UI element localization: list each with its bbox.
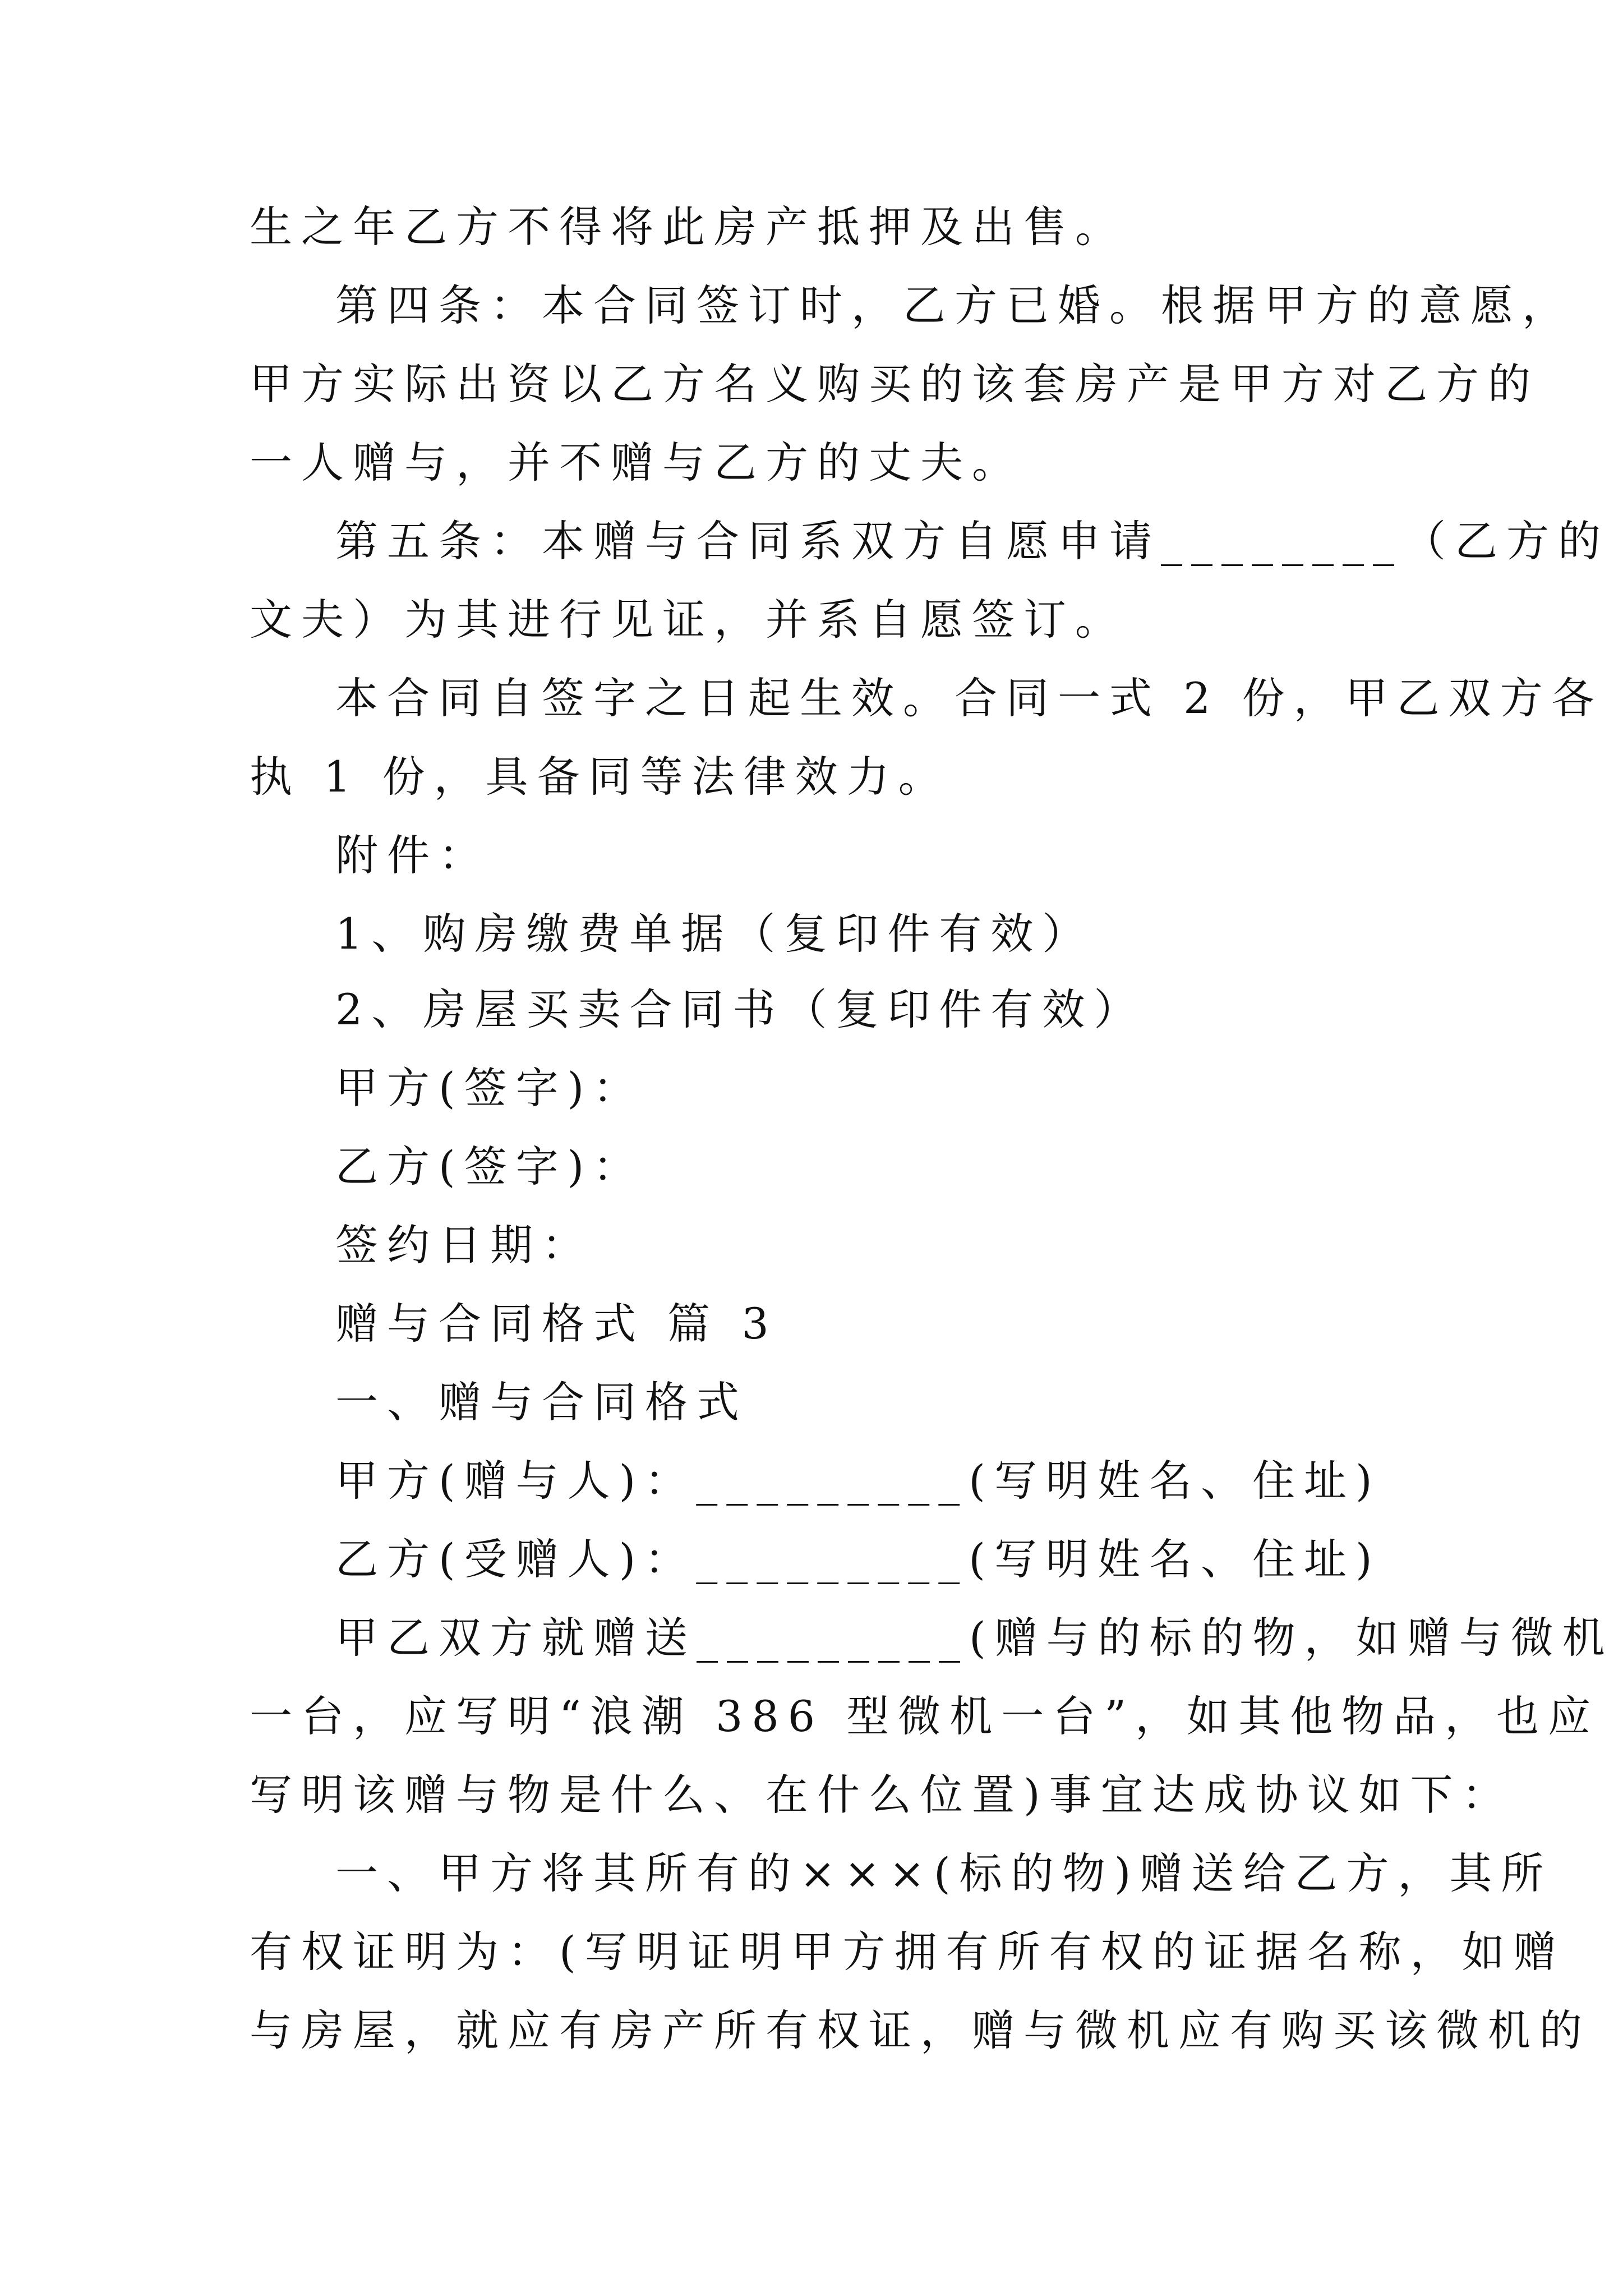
text-line: 文夫）为其进行见证，并系自愿签订。 bbox=[250, 595, 1127, 645]
text-line: 甲方(赠与人)：_________(写明姓名、住址) bbox=[335, 1456, 1381, 1506]
text-line: 附件： bbox=[335, 830, 490, 880]
text-line: 签约日期： bbox=[335, 1220, 593, 1270]
text-line: 写明该赠与物是什么、在什么位置)事宜达成协议如下： bbox=[250, 1770, 1514, 1820]
text-line: 生之年乙方不得将此房产抵押及出售。 bbox=[250, 202, 1127, 252]
text-line: 与房屋，就应有房产所有权证，赠与微机应有购买该微机的 bbox=[250, 2005, 1591, 2055]
text-line: 第四条：本合同签订时，乙方已婚。根据甲方的意愿， bbox=[335, 280, 1574, 330]
text-line: 有权证明为：(写明证明甲方拥有所有权的证据名称，如赠 bbox=[250, 1927, 1565, 1977]
text-line: 赠与合同格式 篇 3 bbox=[335, 1299, 778, 1349]
text-line: 第五条：本赠与合同系双方自愿申请________（乙方的 bbox=[335, 516, 1610, 566]
text-line: 2、房屋买卖合同书（复印件有效） bbox=[335, 984, 1146, 1034]
text-line: 1、购房缴费单据（复印件有效） bbox=[335, 909, 1094, 959]
text-line: 乙方(受赠人)：_________(写明姓名、住址) bbox=[335, 1534, 1381, 1584]
text-line: 一台，应写明“浪潮 386 型微机一台”，如其他物品，也应 bbox=[250, 1691, 1600, 1741]
text-line: 乙方(签字)： bbox=[335, 1142, 645, 1191]
text-line: 一人赠与，并不赠与乙方的丈夫。 bbox=[250, 438, 1023, 487]
text-line: 一、甲方将其所有的×××(标的物)赠送给乙方，其所 bbox=[335, 1848, 1553, 1898]
text-line: 甲方实际出资以乙方名义购买的该套房产是甲方对乙方的 bbox=[250, 359, 1539, 409]
text-line: 执 1 份，具备同等法律效力。 bbox=[250, 752, 950, 802]
text-line: 本合同自签字之日起生效。合同一式 2 份，甲乙双方各 bbox=[335, 673, 1603, 723]
text-line: 甲乙双方就赠送_________(赠与的标的物，如赠与微机 bbox=[335, 1613, 1614, 1663]
text-line: 一、赠与合同格式 bbox=[335, 1377, 748, 1427]
text-line: 甲方(签字)： bbox=[335, 1063, 645, 1113]
